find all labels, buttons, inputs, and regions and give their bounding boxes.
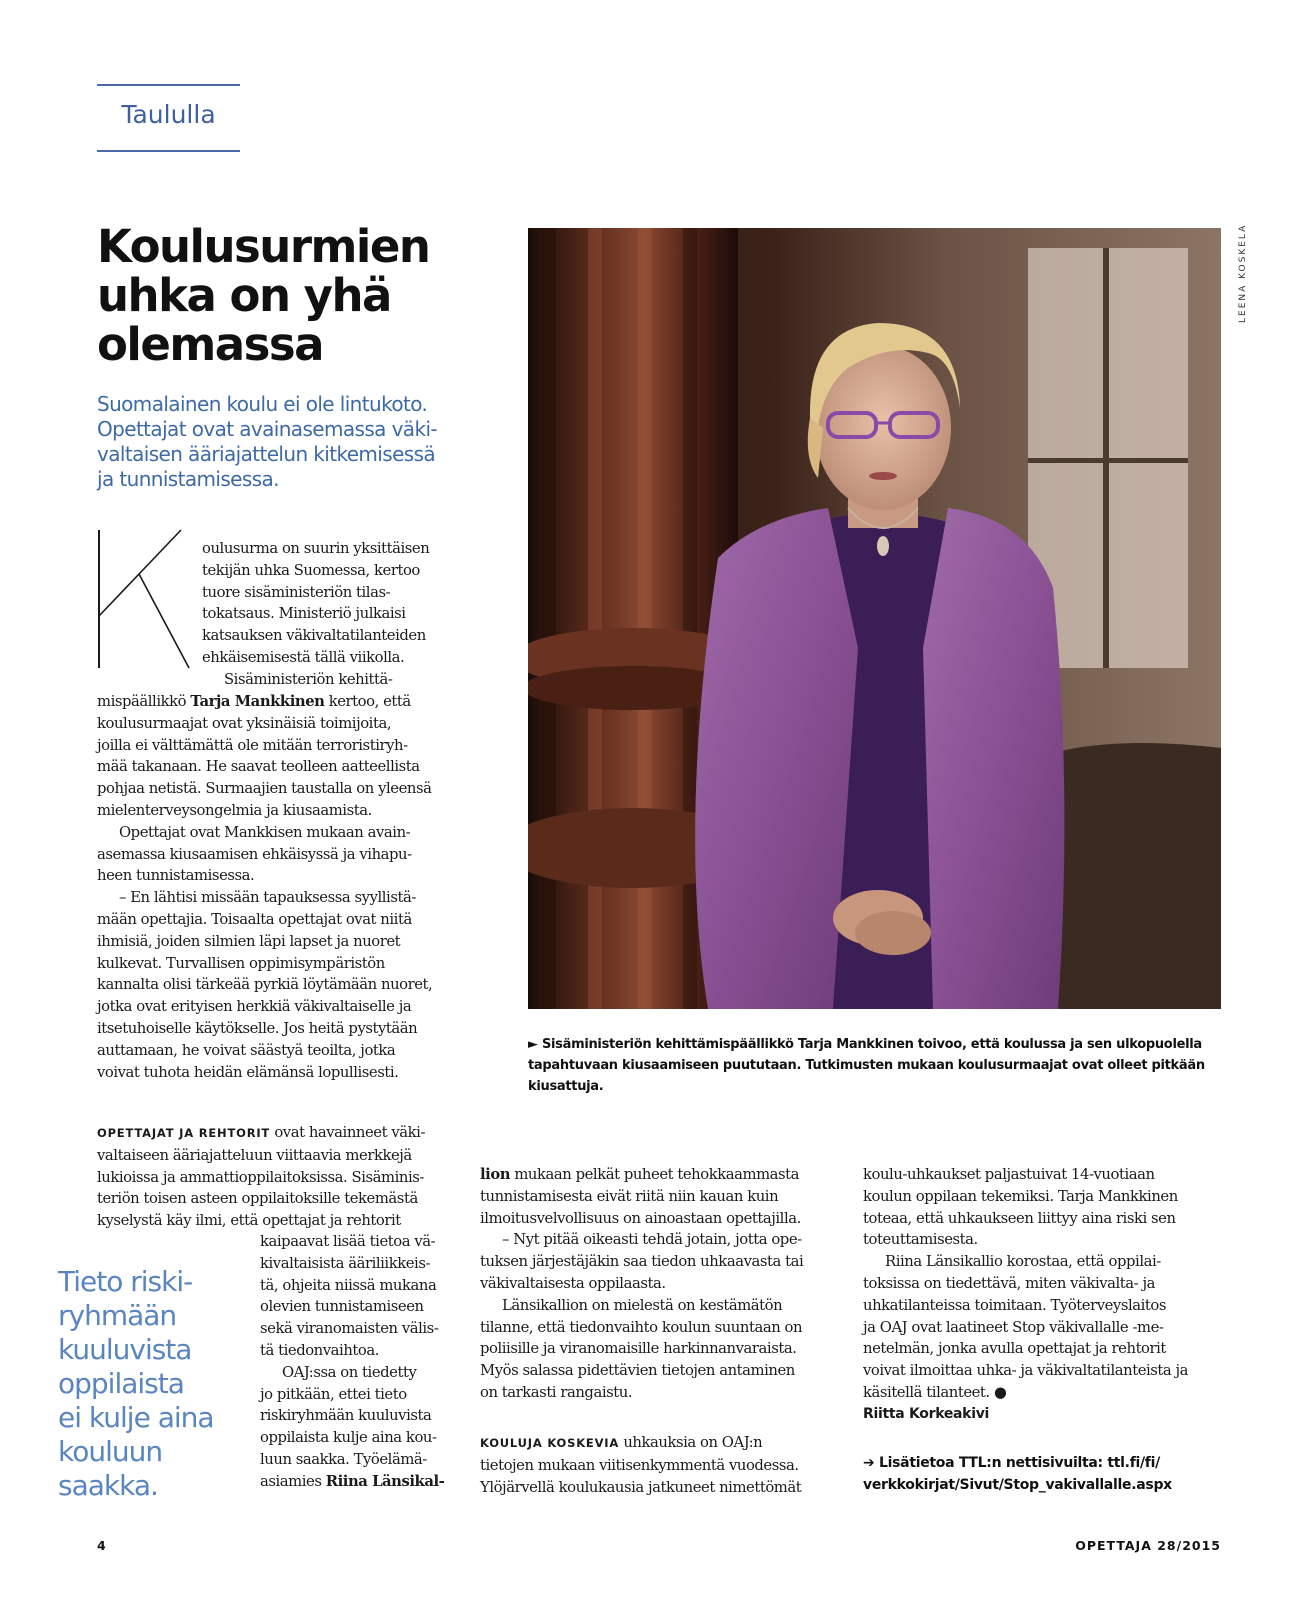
person-name: Riina Länsikal- [325,1472,445,1490]
person-name: lion [480,1166,511,1183]
lead-paragraph: Suomalainen koulu ei ole lintukoto. Opettajat ovat avainasemassa väki- valtaisen ääriajattelun kitkemisessä ja tunnistamisessa. [97,392,438,491]
body-column-2-section: KOULUJA KOSKEVIA uhkauksia on OAJ:n tietojen mukaan viitisenkymmentä vuodessa. Ylöjärvellä koulukausia jatkuneet nimettömät [480,1434,802,1496]
drop-cap-k [93,528,193,670]
more-info-link[interactable]: verkkokirjat/Sivut/Stop_vakivallalle.aspx [863,1477,1172,1493]
body-section-2: OPETTAJAT JA REHTORIT ovat havainneet väki- valtaiseen ääriajatteluun viittaavia merkkejä lukioissa ja ammattioppilaitoksissa. Sisäminis- teriön toisen asteen oppilaitoksille tekemästä kyselystä käy ilmi, että opettajat ja rehtorit [97,1124,425,1230]
section-rule-top [97,84,240,86]
portrait-photo [528,228,1221,1009]
headline-line: olemassa [97,318,324,371]
body-column-1: mispäällikkö Tarja Mankkinen kertoo, että koulusurmaajat ovat yksinäisiä toimijoita, joilla ei välttämättä ole mitään terroristiryh- mää takanaan. He saavat teolleen aatteellista pohjaa netistä. Surmaajien taustalla on yleensä mielenterveysongelmia ja kiusaamista. Opettajat ovat Mankkisen mukaan avain- asemassa kiusaamisen ehkäisyssä ja vihapu- heen tunnistamisessa. – En lähtisi missään tapauksessa syyllistä- mään opettajia. Toisaalta opettajat ovat niitä ihmisiä, joiden silmien läpi lapset ja nuoret kulkevat. Turvallisen oppimisympäristön kannalta olisi tärkeää pyrkiä löytämään nuoret, jotka ovat erityisen herkkiä väkivaltaiselle ja itsetuhoiselle käytökselle. Jos heitä pystytään auttamaan, he voivat säästyä teoilta, jotka voivat tuhota heidän elämänsä lopullisesti. [97,693,433,1081]
body-column-1-dropcap: oulusurma on suurin yksittäisen tekijän uhka Suomessa, kertoo tuore sisäministeriön tilas- tokatsaus. Ministeriö julkaisi katsauksen väkivaltatilanteiden ehkäisemisestä tällä viikolla. Sisäministeriön kehittä- [202,540,430,688]
headline-line: uhka on yhä [97,269,391,322]
pull-quote: Tieto riski- ryhmään kuuluvista oppilaista ei kulje aina kouluun saakka. [58,1265,214,1502]
page-number: 4 [97,1538,107,1553]
body-column-2: lion mukaan pelkät puheet tehokkaammasta tunnistamisesta eivät riitä niin kauan kuin ilmoitusvelvollisuus on ainoastaan opettajilla. – Nyt pitää oikeasti tehdä jotain, jotta ope- tuksen järjestäjäkin saa tiedon uhkaavasta tai väkivaltaisesta oppilaasta. Länsikallion on mielestä on kestämätön tilanne, että tiedonvaihto koulun suuntaan on poliisille ja viranomaisille harkinnanvaraista. Myös salassa pidettävien tietojen antaminen on tarkasti rangaistu. [480,1166,804,1401]
headline [97,222,497,369]
arrow-right-icon: ➔ [863,1455,875,1471]
body-column-3: koulu-uhkaukset paljastuivat 14-vuotiaan koulun oppilaan tekemiksi. Tarja Mankkinen toteaa, että uhkaukseen liittyy aina riski sen toteuttamisesta. Riina Länsikallio korostaa, että oppilai- toksissa on tiedettävä, miten väkivalta- ja uhkatilanteissa toimitaan. Työterveyslaitos ja OAJ ovat laatineet Stop väkivallalle -me- netelmän, jonka avulla opettajat ja rehtorit voivat ilmoittaa uhka- ja väkivaltatilanteista ja käsitellä tilanteet. ● Riitta Korkeakivi [863,1164,1188,1426]
section-run-in: KOULUJA KOSKEVIA [480,1436,620,1450]
person-name: Tarja Mankkinen [190,693,325,710]
headline-line: Koulusurmien [97,220,430,273]
triangle-right-icon: ► [528,1037,538,1052]
section-rule-bottom [97,150,240,152]
portrait-illustration [528,228,1221,1009]
photo-caption: ► Sisäministeriön kehittämispäällikkö Tarja Mankkinen toivoo, että koulussa ja sen ulkopuolella tapahtuvaan kiusaamiseen puututaan. Tutkimusten mukaan koulusurmaajat ovat olleet pitkään kiusattuja. [528,1037,1205,1094]
photo-credit: LEENA KOSKELA [1238,223,1248,323]
magazine-issue: OPETTAJA 28/2015 [1075,1538,1221,1553]
section-label: Taulullа [121,100,216,129]
more-info: ➔ Lisätietoa TTL:n nettisivuilta: ttl.fi/fi/ verkkokirjat/Sivut/Stop_vakivallalle.aspx [863,1452,1172,1496]
end-mark-icon: ● [993,1383,1007,1401]
body-section-2-narrow: kaipaavat lisää tietoa vä- kivaltaisista ääriliikkeis- tä, ohjeita niissä mukana olevien tunnistamiseen sekä viranomaisten välis- tä tiedonvaihtoa. OAJ:ssa on tiedetty jo pitkään, ettei tieto riskiryhmään kuuluvista oppilaista kulje aina kou- luun saakka. Työelämä- asiamies Riina Länsikal- [260,1233,445,1490]
section-run-in: OPETTAJAT JA REHTORIT [97,1126,271,1140]
author-name: Riitta Korkeakivi [863,1405,990,1422]
